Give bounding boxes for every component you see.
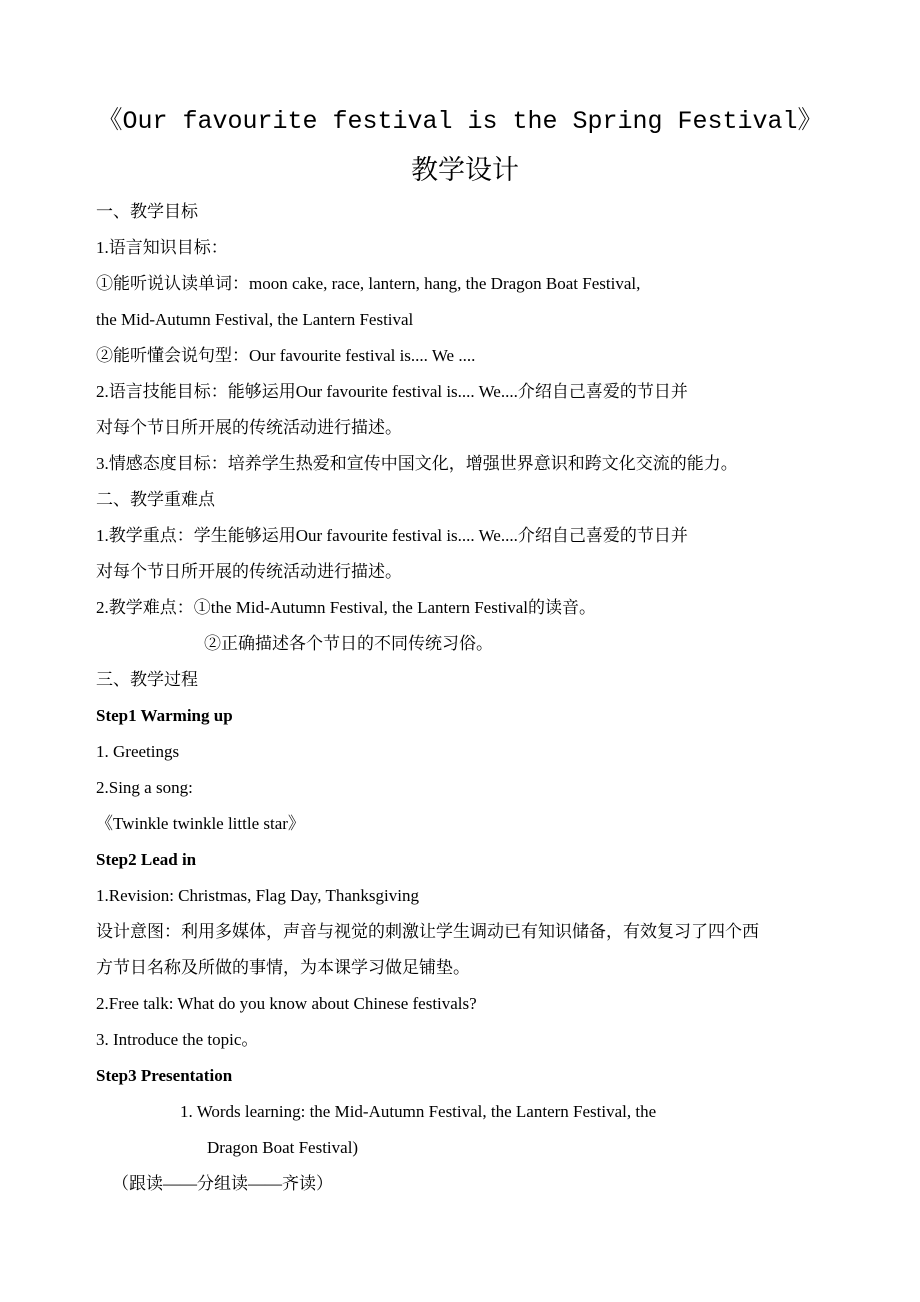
text-line: （跟读——分组读——齐读） <box>112 1174 333 1193</box>
section-heading: 三、教学过程 <box>96 670 198 689</box>
step-heading: Step3 Presentation <box>96 1066 233 1085</box>
text-line: Dragon Boat Festival) <box>207 1138 359 1157</box>
text-line: 1.教学重点：学生能够运用Our favourite festival is.... We....介绍自己喜爱的节日并 <box>96 526 688 545</box>
text-line: ①能听说认读单词：moon cake, race, lantern, hang, the Dragon Boat Festival, <box>96 274 641 293</box>
text-line: 对每个节日所开展的传统活动进行描述。 <box>96 562 402 581</box>
text-line: 《Twinkle twinkle little star》 <box>96 814 305 833</box>
text-line: 2.Sing a song: <box>96 778 193 797</box>
step-heading: Step2 Lead in <box>96 850 197 869</box>
text-line: 3.情感态度目标：培养学生热爱和宣传中国文化，增强世界意识和跨文化交流的能力。 <box>96 454 738 473</box>
text-line: ②正确描述各个节日的不同传统习俗。 <box>204 634 493 653</box>
text-line: 设计意图：利用多媒体，声音与视觉的刺激让学生调动已有知识储备，有效复习了四个西 <box>96 922 759 941</box>
step-heading: Step1 Warming up <box>96 706 233 725</box>
section-heading: 二、教学重难点 <box>96 490 215 509</box>
document-subtitle: 教学设计 <box>411 155 519 185</box>
text-line: 1.语言知识目标： <box>96 238 228 257</box>
text-line: 3. Introduce the topic。 <box>96 1030 259 1049</box>
text-line: 对每个节日所开展的传统活动进行描述。 <box>96 418 402 437</box>
text-line: 1. Greetings <box>96 742 180 761</box>
text-line: 2.教学难点：①the Mid-Autumn Festival, the Lantern Festival的读音。 <box>96 598 597 617</box>
text-line: 方节日名称及所做的事情，为本课学习做足铺垫。 <box>96 958 470 977</box>
document-body <box>96 194 824 1202</box>
text-line: the Mid-Autumn Festival, the Lantern Festival <box>96 310 414 329</box>
text-line: 1.Revision: Christmas, Flag Day, Thanksgiving <box>96 886 419 905</box>
section-heading: 一、教学目标 <box>96 202 198 221</box>
text-line: ②能听懂会说句型：Our favourite festival is.... We .... <box>96 346 476 365</box>
document-title: 《Our favourite festival is the Spring Festival》 <box>97 107 823 136</box>
text-line: 2.语言技能目标：能够运用Our favourite festival is.... We....介绍自己喜爱的节日并 <box>96 382 688 401</box>
text-line: 2.Free talk: What do you know about Chinese festivals? <box>96 994 477 1013</box>
text-line: 1. Words learning: the Mid-Autumn Festival, the Lantern Festival, the <box>180 1102 657 1121</box>
